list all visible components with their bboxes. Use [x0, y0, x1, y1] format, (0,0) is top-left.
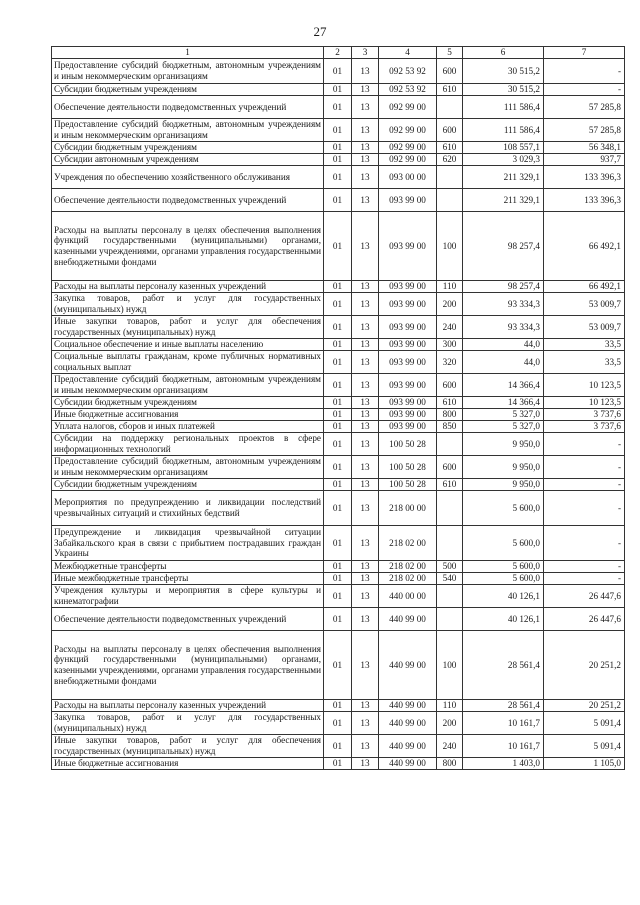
row-name: Субсидии бюджетным учреждениям: [52, 142, 324, 154]
row-name: Расходы на выплаты персоналу в целях обеспечения выполнения функций государственными (муниципальными) органами, казенными учреждениями, органами управления государственными внебюджетными фондами: [52, 212, 324, 281]
amount-planned: 5 327,0: [463, 421, 544, 433]
subsection-code: 13: [352, 735, 379, 758]
target-item-code: 093 99 00: [379, 351, 437, 374]
expense-type-code: 800: [437, 409, 463, 421]
section-code: 01: [324, 608, 352, 631]
subsection-code: 13: [352, 166, 379, 189]
amount-executed: 53 009,7: [544, 316, 625, 339]
subsection-code: 13: [352, 119, 379, 142]
amount-planned: 5 600,0: [463, 491, 544, 526]
column-number: 6: [463, 47, 544, 59]
amount-executed: 133 396,3: [544, 166, 625, 189]
amount-executed: 10 123,5: [544, 374, 625, 397]
expense-type-code: 600: [437, 59, 463, 84]
table-row: [52, 189, 625, 212]
column-number: 5: [437, 47, 463, 59]
amount-planned: 9 950,0: [463, 479, 544, 491]
section-code: 01: [324, 456, 352, 479]
expense-type-code: 610: [437, 142, 463, 154]
expense-type-code: 610: [437, 479, 463, 491]
target-item-code: 440 99 00: [379, 735, 437, 758]
section-code: 01: [324, 339, 352, 351]
section-code: 01: [324, 421, 352, 433]
amount-planned: 30 515,2: [463, 59, 544, 84]
expense-type-code: 600: [437, 119, 463, 142]
subsection-code: 13: [352, 59, 379, 84]
row-name: Субсидии на поддержку региональных проектов в сфере информационных технологий: [52, 433, 324, 456]
expense-type-code: 110: [437, 281, 463, 293]
subsection-code: 13: [352, 421, 379, 433]
amount-planned: 108 557,1: [463, 142, 544, 154]
expense-type-code: 240: [437, 316, 463, 339]
subsection-code: 13: [352, 293, 379, 316]
column-number: 7: [544, 47, 625, 59]
table-row: [52, 397, 625, 409]
budget-table: [51, 46, 625, 770]
amount-executed: 1 105,0: [544, 758, 625, 770]
column-number: 4: [379, 47, 437, 59]
amount-executed: -: [544, 59, 625, 84]
target-item-code: 440 99 00: [379, 608, 437, 631]
section-code: 01: [324, 409, 352, 421]
amount-executed: 56 348,1: [544, 142, 625, 154]
amount-planned: 40 126,1: [463, 585, 544, 608]
subsection-code: 13: [352, 712, 379, 735]
table-row: [52, 700, 625, 712]
section-code: 01: [324, 189, 352, 212]
amount-executed: 133 396,3: [544, 189, 625, 212]
subsection-code: 13: [352, 479, 379, 491]
row-name: Обеспечение деятельности подведомственных учреждений: [52, 608, 324, 631]
row-name: Социальное обеспечение и иные выплаты населению: [52, 339, 324, 351]
amount-planned: 9 950,0: [463, 433, 544, 456]
table-row: [52, 119, 625, 142]
amount-planned: 98 257,4: [463, 212, 544, 281]
subsection-code: 13: [352, 154, 379, 166]
amount-executed: 66 492,1: [544, 212, 625, 281]
expense-type-code: [437, 526, 463, 561]
row-name: Расходы на выплаты персоналу казенных учреждений: [52, 281, 324, 293]
row-name: Субсидии бюджетным учреждениям: [52, 479, 324, 491]
row-name: Субсидии автономным учреждениям: [52, 154, 324, 166]
amount-planned: 44,0: [463, 339, 544, 351]
target-item-code: 440 99 00: [379, 712, 437, 735]
expense-type-code: [437, 96, 463, 119]
table-row: [52, 142, 625, 154]
section-code: 01: [324, 700, 352, 712]
row-name: Субсидии бюджетным учреждениям: [52, 397, 324, 409]
target-item-code: 093 99 00: [379, 316, 437, 339]
subsection-code: 13: [352, 561, 379, 573]
row-name: Закупка товаров, работ и услуг для государственных (муниципальных) нужд: [52, 712, 324, 735]
row-name: Уплата налогов, сборов и иных платежей: [52, 421, 324, 433]
expense-type-code: 110: [437, 700, 463, 712]
amount-executed: 5 091,4: [544, 712, 625, 735]
row-name: Межбюджетные трансферты: [52, 561, 324, 573]
expense-type-code: 200: [437, 712, 463, 735]
subsection-code: 13: [352, 585, 379, 608]
amount-executed: -: [544, 456, 625, 479]
section-code: 01: [324, 561, 352, 573]
amount-executed: 57 285,8: [544, 119, 625, 142]
column-number-row: [52, 47, 625, 59]
subsection-code: 13: [352, 456, 379, 479]
amount-planned: 5 600,0: [463, 526, 544, 561]
target-item-code: 093 99 00: [379, 397, 437, 409]
amount-planned: 5 600,0: [463, 573, 544, 585]
amount-planned: 5 600,0: [463, 561, 544, 573]
target-item-code: 093 99 00: [379, 281, 437, 293]
expense-type-code: [437, 166, 463, 189]
page-number: 27: [313, 24, 327, 39]
amount-planned: 44,0: [463, 351, 544, 374]
expense-type-code: [437, 189, 463, 212]
target-item-code: 218 02 00: [379, 526, 437, 561]
amount-executed: -: [544, 573, 625, 585]
row-name: Учреждения по обеспечению хозяйственного обслуживания: [52, 166, 324, 189]
target-item-code: 100 50 28: [379, 456, 437, 479]
amount-executed: 5 091,4: [544, 735, 625, 758]
amount-planned: 28 561,4: [463, 631, 544, 700]
table-row: [52, 351, 625, 374]
expense-type-code: [437, 608, 463, 631]
section-code: 01: [324, 351, 352, 374]
section-code: 01: [324, 119, 352, 142]
row-name: Предоставление субсидий бюджетным, автономным учреждениям и иным некоммерческим организациям: [52, 119, 324, 142]
amount-planned: 111 586,4: [463, 119, 544, 142]
row-name: Мероприятия по предупреждению и ликвидации последствий чрезвычайных ситуаций и стихийных бедствий: [52, 491, 324, 526]
amount-executed: 10 123,5: [544, 397, 625, 409]
expense-type-code: 800: [437, 758, 463, 770]
amount-planned: 10 161,7: [463, 712, 544, 735]
table-row: [52, 154, 625, 166]
amount-executed: 937,7: [544, 154, 625, 166]
amount-executed: 20 251,2: [544, 631, 625, 700]
table-row: [52, 758, 625, 770]
amount-executed: -: [544, 526, 625, 561]
table-row: [52, 735, 625, 758]
subsection-code: 13: [352, 491, 379, 526]
table-row: [52, 421, 625, 433]
expense-type-code: 500: [437, 561, 463, 573]
subsection-code: 13: [352, 142, 379, 154]
expense-type-code: 300: [437, 339, 463, 351]
expense-type-code: 540: [437, 573, 463, 585]
subsection-code: 13: [352, 316, 379, 339]
table-row: [52, 712, 625, 735]
row-name: Обеспечение деятельности подведомственных учреждений: [52, 96, 324, 119]
expense-type-code: [437, 433, 463, 456]
amount-planned: 5 327,0: [463, 409, 544, 421]
target-item-code: 100 50 28: [379, 433, 437, 456]
table-row: [52, 339, 625, 351]
section-code: 01: [324, 735, 352, 758]
row-name: Иные закупки товаров, работ и услуг для обеспечения государственных (муниципальных) нужд: [52, 316, 324, 339]
amount-executed: 33,5: [544, 351, 625, 374]
target-item-code: 093 99 00: [379, 293, 437, 316]
section-code: 01: [324, 212, 352, 281]
section-code: 01: [324, 142, 352, 154]
target-item-code: 092 99 00: [379, 142, 437, 154]
amount-planned: 211 329,1: [463, 189, 544, 212]
amount-planned: 9 950,0: [463, 456, 544, 479]
amount-executed: -: [544, 479, 625, 491]
expense-type-code: 610: [437, 84, 463, 96]
row-name: Иные межбюджетные трансферты: [52, 573, 324, 585]
section-code: 01: [324, 433, 352, 456]
row-name: Иные бюджетные ассигнования: [52, 409, 324, 421]
amount-planned: 211 329,1: [463, 166, 544, 189]
amount-executed: 33,5: [544, 339, 625, 351]
target-item-code: 092 99 00: [379, 96, 437, 119]
expense-type-code: 320: [437, 351, 463, 374]
row-name: Расходы на выплаты персоналу казенных учреждений: [52, 700, 324, 712]
subsection-code: 13: [352, 212, 379, 281]
amount-planned: 3 029,3: [463, 154, 544, 166]
amount-planned: 98 257,4: [463, 281, 544, 293]
subsection-code: 13: [352, 608, 379, 631]
table-row: [52, 212, 625, 281]
subsection-code: 13: [352, 758, 379, 770]
target-item-code: 092 99 00: [379, 119, 437, 142]
section-code: 01: [324, 374, 352, 397]
section-code: 01: [324, 712, 352, 735]
table-row: [52, 585, 625, 608]
target-item-code: 440 00 00: [379, 585, 437, 608]
table-row: [52, 479, 625, 491]
expense-type-code: [437, 585, 463, 608]
amount-executed: 3 737,6: [544, 421, 625, 433]
section-code: 01: [324, 293, 352, 316]
target-item-code: 100 50 28: [379, 479, 437, 491]
table-row: [52, 526, 625, 561]
subsection-code: 13: [352, 397, 379, 409]
amount-executed: -: [544, 84, 625, 96]
amount-planned: 93 334,3: [463, 293, 544, 316]
target-item-code: 440 99 00: [379, 758, 437, 770]
amount-planned: 10 161,7: [463, 735, 544, 758]
expense-type-code: 600: [437, 456, 463, 479]
table-row: [52, 608, 625, 631]
expense-type-code: 100: [437, 212, 463, 281]
table-row: [52, 561, 625, 573]
row-name: Предоставление субсидий бюджетным, автономным учреждениям и иным некоммерческим организациям: [52, 374, 324, 397]
row-name: Закупка товаров, работ и услуг для государственных (муниципальных) нужд: [52, 293, 324, 316]
table-row: [52, 316, 625, 339]
target-item-code: 093 99 00: [379, 189, 437, 212]
subsection-code: 13: [352, 409, 379, 421]
amount-executed: 20 251,2: [544, 700, 625, 712]
table-row: [52, 166, 625, 189]
section-code: 01: [324, 631, 352, 700]
expense-type-code: 620: [437, 154, 463, 166]
table-row: [52, 293, 625, 316]
table-row: [52, 433, 625, 456]
amount-planned: 14 366,4: [463, 374, 544, 397]
section-code: 01: [324, 316, 352, 339]
row-name: Предоставление субсидий бюджетным, автономным учреждениям и иным некоммерческим организациям: [52, 59, 324, 84]
row-name: Субсидии бюджетным учреждениям: [52, 84, 324, 96]
column-number: 3: [352, 47, 379, 59]
subsection-code: 13: [352, 189, 379, 212]
target-item-code: 218 02 00: [379, 573, 437, 585]
amount-executed: 26 447,6: [544, 585, 625, 608]
expense-type-code: 200: [437, 293, 463, 316]
section-code: 01: [324, 96, 352, 119]
row-name: Иные бюджетные ассигнования: [52, 758, 324, 770]
section-code: 01: [324, 59, 352, 84]
amount-planned: 111 586,4: [463, 96, 544, 119]
table-row: [52, 456, 625, 479]
section-code: 01: [324, 154, 352, 166]
subsection-code: 13: [352, 281, 379, 293]
table-row: [52, 59, 625, 84]
section-code: 01: [324, 573, 352, 585]
target-item-code: 093 99 00: [379, 212, 437, 281]
target-item-code: 093 99 00: [379, 339, 437, 351]
section-code: 01: [324, 585, 352, 608]
subsection-code: 13: [352, 631, 379, 700]
row-name: Иные закупки товаров, работ и услуг для обеспечения государственных (муниципальных) нужд: [52, 735, 324, 758]
row-name: Расходы на выплаты персоналу в целях обеспечения выполнения функций государственными (муниципальными) органами, казенными учреждениями, органами управления государственными внебюджетными фондами: [52, 631, 324, 700]
expense-type-code: 850: [437, 421, 463, 433]
expense-type-code: 100: [437, 631, 463, 700]
target-item-code: 092 53 92: [379, 84, 437, 96]
section-code: 01: [324, 166, 352, 189]
expense-type-code: 600: [437, 374, 463, 397]
target-item-code: 093 00 00: [379, 166, 437, 189]
amount-planned: 28 561,4: [463, 700, 544, 712]
row-name: Социальные выплаты гражданам, кроме публичных нормативных социальных выплат: [52, 351, 324, 374]
row-name: Обеспечение деятельности подведомственных учреждений: [52, 189, 324, 212]
subsection-code: 13: [352, 573, 379, 585]
section-code: 01: [324, 758, 352, 770]
subsection-code: 13: [352, 526, 379, 561]
table-row: [52, 573, 625, 585]
target-item-code: 440 99 00: [379, 700, 437, 712]
column-number: 2: [324, 47, 352, 59]
target-item-code: 440 99 00: [379, 631, 437, 700]
target-item-code: 093 99 00: [379, 409, 437, 421]
section-code: 01: [324, 526, 352, 561]
table-row: [52, 631, 625, 700]
subsection-code: 13: [352, 374, 379, 397]
amount-executed: 66 492,1: [544, 281, 625, 293]
amount-planned: 93 334,3: [463, 316, 544, 339]
subsection-code: 13: [352, 96, 379, 119]
target-item-code: 093 99 00: [379, 421, 437, 433]
target-item-code: 218 02 00: [379, 561, 437, 573]
column-number: 1: [52, 47, 324, 59]
row-name: Предупреждение и ликвидация чрезвычайной ситуации Забайкальского края в связи с прибытием пострадавших граждан Украины: [52, 526, 324, 561]
amount-executed: 53 009,7: [544, 293, 625, 316]
subsection-code: 13: [352, 339, 379, 351]
table-row: [52, 491, 625, 526]
target-item-code: 218 00 00: [379, 491, 437, 526]
table-row: [52, 96, 625, 119]
subsection-code: 13: [352, 84, 379, 96]
section-code: 01: [324, 491, 352, 526]
amount-planned: 14 366,4: [463, 397, 544, 409]
subsection-code: 13: [352, 351, 379, 374]
amount-planned: 40 126,1: [463, 608, 544, 631]
expense-type-code: 610: [437, 397, 463, 409]
table-row: [52, 409, 625, 421]
table-row: [52, 374, 625, 397]
table-row: [52, 84, 625, 96]
amount-executed: -: [544, 433, 625, 456]
row-name: Учреждения культуры и мероприятия в сфере культуры и кинематографии: [52, 585, 324, 608]
row-name: Предоставление субсидий бюджетным, автономным учреждениям и иным некоммерческим организациям: [52, 456, 324, 479]
amount-executed: -: [544, 491, 625, 526]
amount-executed: 57 285,8: [544, 96, 625, 119]
expense-type-code: 240: [437, 735, 463, 758]
section-code: 01: [324, 397, 352, 409]
section-code: 01: [324, 479, 352, 491]
amount-planned: 30 515,2: [463, 84, 544, 96]
subsection-code: 13: [352, 433, 379, 456]
section-code: 01: [324, 84, 352, 96]
amount-executed: 3 737,6: [544, 409, 625, 421]
target-item-code: 093 99 00: [379, 374, 437, 397]
target-item-code: 092 99 00: [379, 154, 437, 166]
target-item-code: 092 53 92: [379, 59, 437, 84]
section-code: 01: [324, 281, 352, 293]
amount-executed: 26 447,6: [544, 608, 625, 631]
expense-type-code: [437, 491, 463, 526]
amount-planned: 1 403,0: [463, 758, 544, 770]
subsection-code: 13: [352, 700, 379, 712]
table-row: [52, 281, 625, 293]
amount-executed: -: [544, 561, 625, 573]
